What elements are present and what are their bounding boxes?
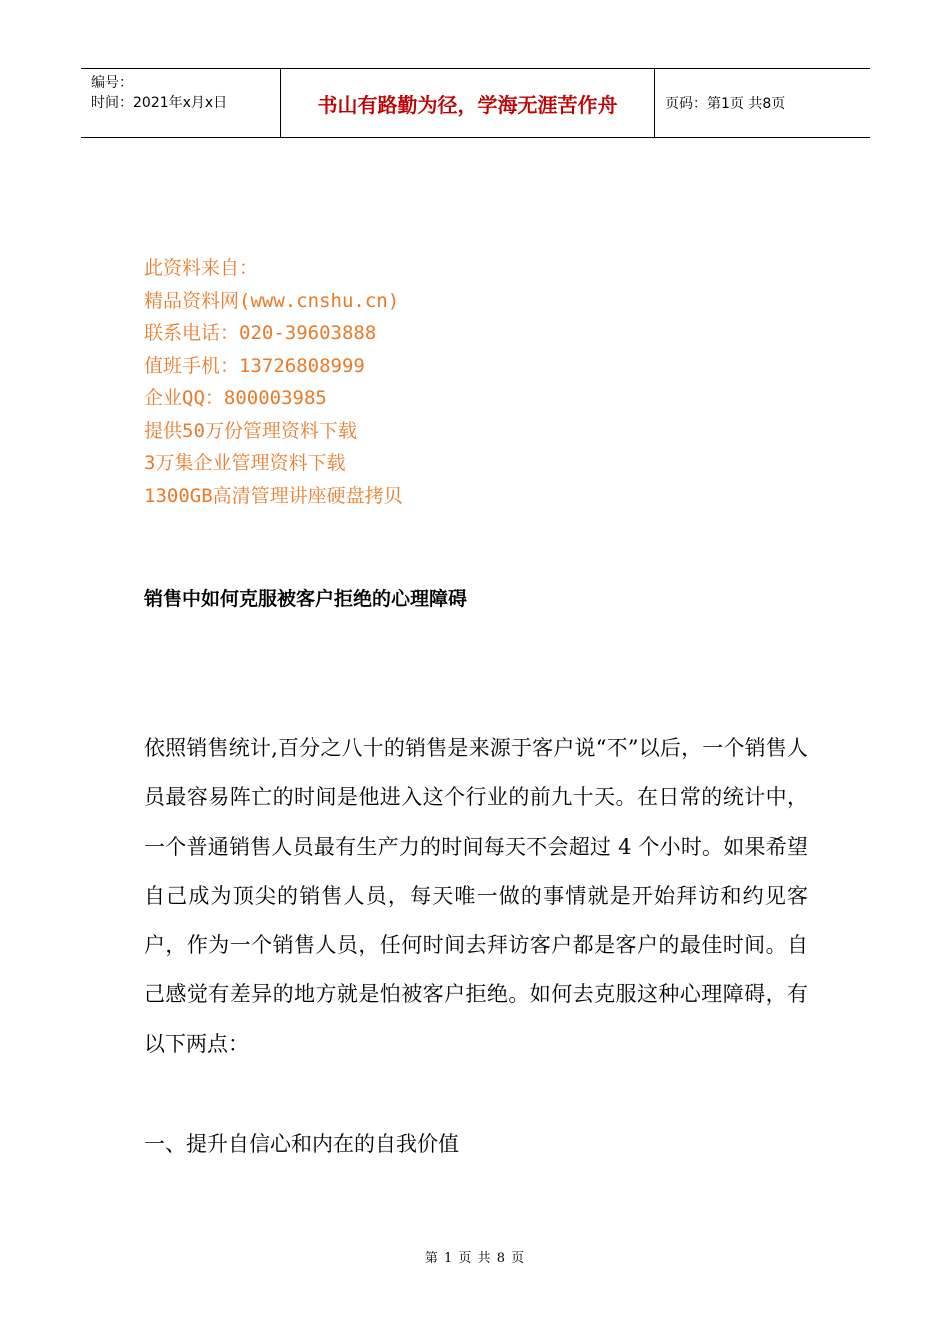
header-number-label: 编号：	[91, 75, 133, 91]
header-table	[81, 68, 870, 138]
source-info-block	[144, 252, 403, 512]
page-footer: 第 1 页 共 8 页	[424, 1251, 526, 1266]
source-line: 值班手机：13726808999	[144, 354, 365, 377]
header-date-label: 时间：2021年x月x日	[91, 95, 228, 111]
source-line: 联系电话：020-39603888	[144, 322, 377, 344]
section-heading: 一、提升自信心和内在的自我价值	[144, 1132, 459, 1156]
document-title: 销售中如何克服被客户拒绝的心理障碍	[144, 588, 468, 610]
source-line: 此资料来自：	[144, 257, 259, 279]
source-line: 精品资料网(www.cnshu.cn)	[144, 289, 400, 312]
source-line: 企业QQ：800003985	[144, 387, 327, 409]
source-line: 3万集企业管理资料下载	[144, 452, 346, 474]
header-page-label: 页码：第1页 共8页	[665, 96, 786, 112]
header-meta-cell	[81, 69, 281, 137]
body-paragraph: 依照销售统计,百分之八十的销售是来源于客户说“不”以后，一个销售人员最容易阵亡的时间是他进入这个行业的前九十天。在日常的统计中，一个普通销售人员最有生产力的时间每天不会超过 4 个小时。如果希望自己成为顶尖的销售人员，每天唯一做的事情就是开始拜访和约见客户，作为一个销售人员，任何时间去拜访客户都是客户的最佳时间。自己感觉有差异的地方就是怕被客户拒绝。如何去克服这种心理障碍，有以下两点：	[144, 736, 808, 1056]
header-motto: 书山有路勤为径，学海无涯苦作舟	[281, 69, 655, 137]
source-line: 1300GB高清管理讲座硬盘拷贝	[144, 484, 403, 507]
source-line: 提供50万份管理资料下载	[144, 419, 357, 442]
